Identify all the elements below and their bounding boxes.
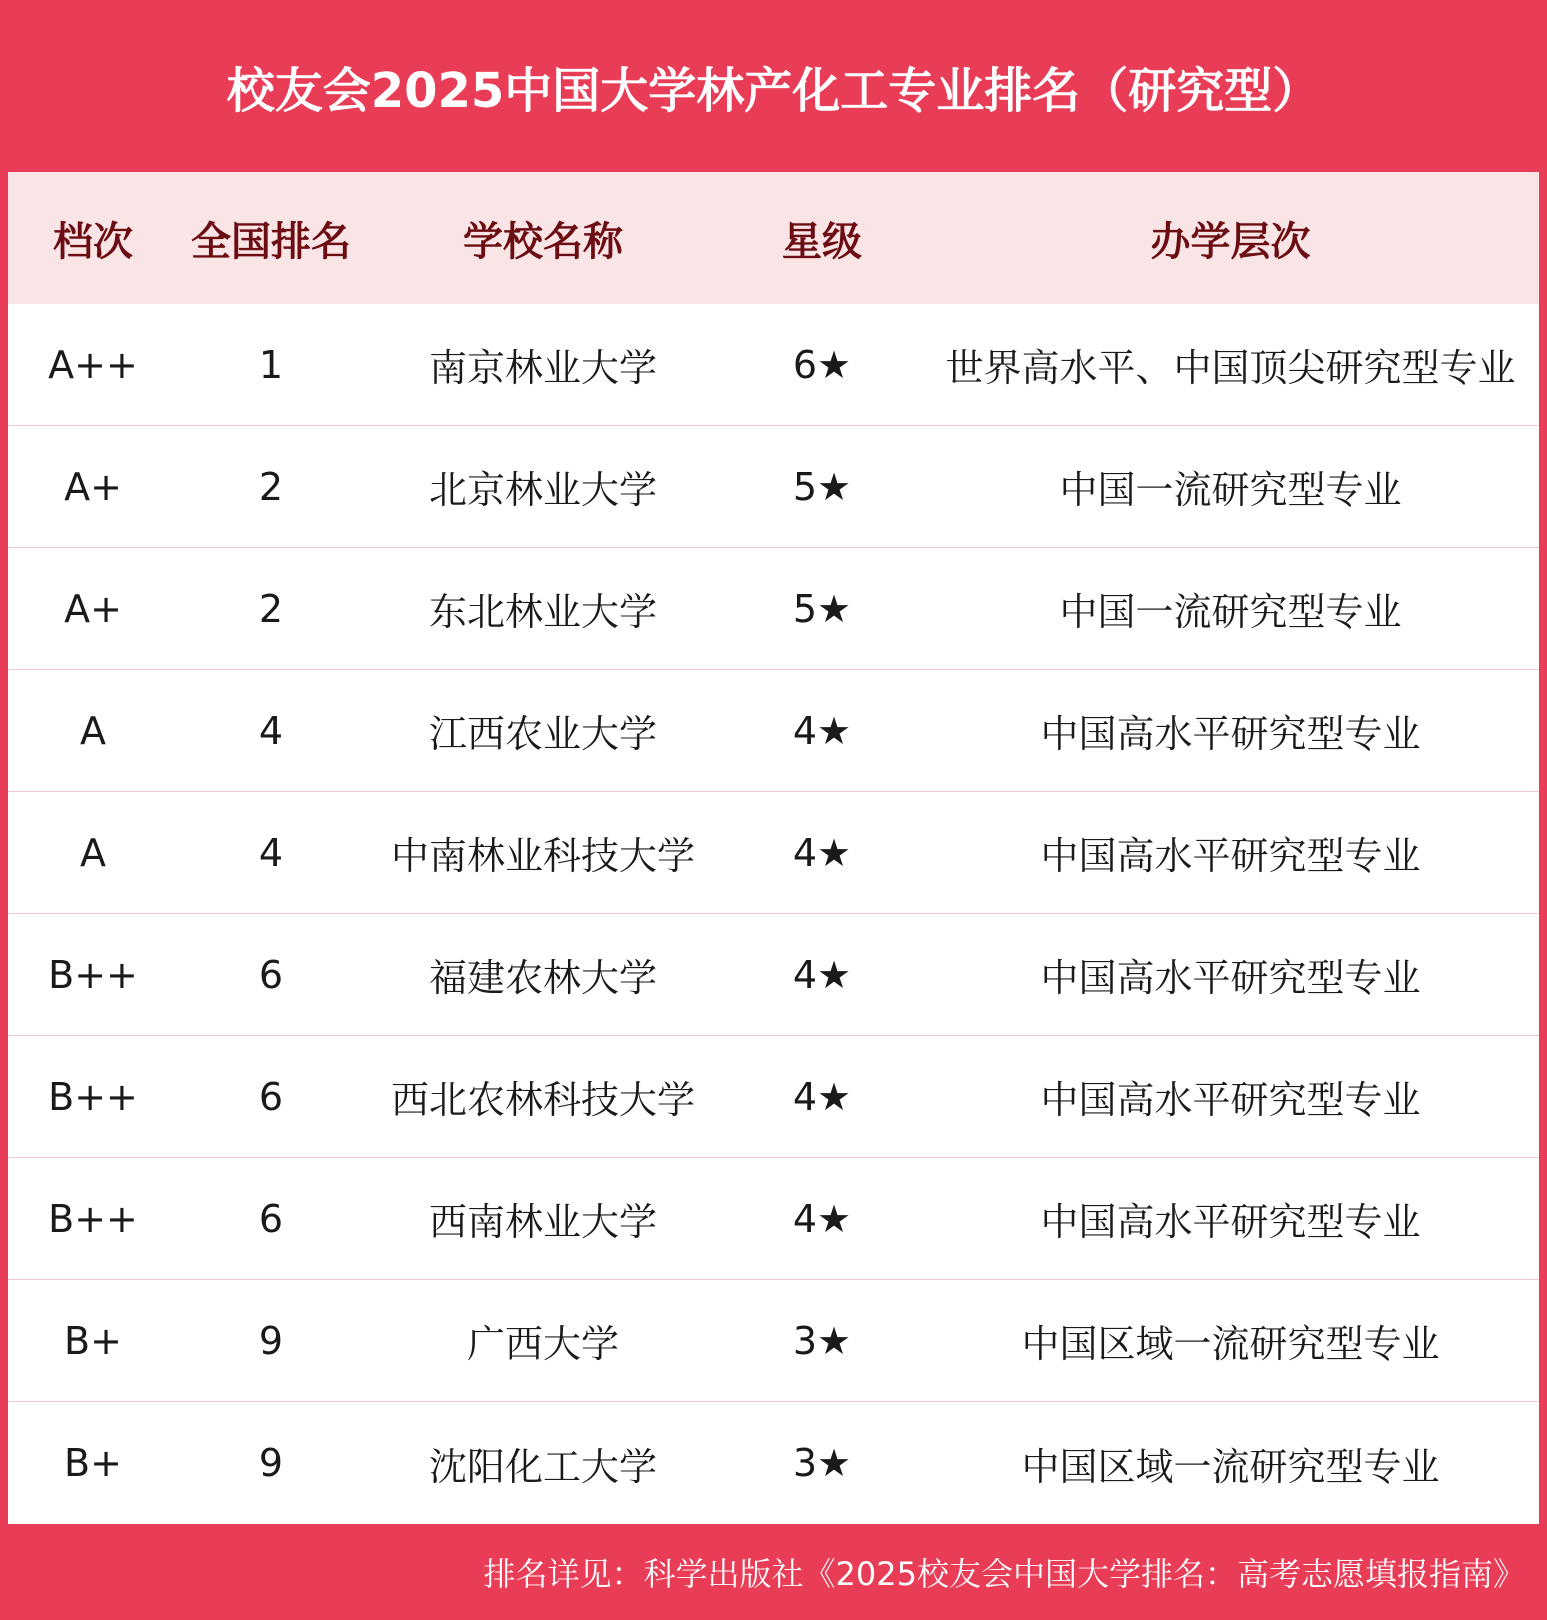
- header-rank: 全国排名: [191, 218, 351, 265]
- cell-school-name: 中南林业科技大学: [390, 834, 695, 878]
- cell-rank: 9: [258, 1441, 284, 1485]
- cell-school-name: 东北林业大学: [428, 590, 657, 634]
- cell-stars: 4★: [792, 1074, 852, 1119]
- cell-stars: 5★: [792, 586, 852, 631]
- cell-school-name: 西南林业大学: [428, 1200, 657, 1244]
- cell-tier: B+: [64, 1318, 122, 1363]
- cell-rank: 4: [258, 830, 284, 875]
- header-school-name: 学校名称: [463, 218, 623, 265]
- cell-rank: 6: [258, 952, 284, 997]
- table-row: [8, 792, 1539, 914]
- header-level: 办学层次: [1150, 218, 1311, 265]
- cell-rank: 2: [258, 464, 284, 509]
- cell-level: 中国高水平研究型专业: [1040, 712, 1421, 756]
- source-note: 排名详见：科学出版社《2025校友会中国大学排名：高考志愿填报指南》: [483, 1555, 1525, 1593]
- table-row: [8, 1280, 1539, 1402]
- cell-tier: A+: [64, 586, 122, 631]
- cell-school-name: 北京林业大学: [428, 468, 657, 512]
- cell-stars: 4★: [792, 1196, 852, 1241]
- cell-stars: 3★: [792, 1441, 852, 1485]
- ranking-table: [8, 172, 1539, 1524]
- cell-tier: B++: [48, 952, 138, 997]
- table-row: [8, 914, 1539, 1036]
- header-stars: 星级: [782, 218, 862, 265]
- table-row: [8, 1158, 1539, 1280]
- cell-school-name: 江西农业大学: [428, 712, 657, 756]
- cell-school-name: 福建农林大学: [428, 956, 657, 1000]
- table-row: [8, 1402, 1539, 1524]
- header-tier: 档次: [53, 218, 133, 265]
- table-row: [8, 426, 1539, 548]
- table-row: [8, 304, 1539, 426]
- cell-level: 世界高水平、中国顶尖研究型专业: [945, 346, 1516, 390]
- cell-tier: B++: [48, 1074, 138, 1119]
- cell-tier: A: [80, 708, 106, 753]
- cell-stars: 4★: [792, 952, 852, 997]
- cell-school-name: 沈阳化工大学: [428, 1444, 657, 1489]
- cell-rank: 6: [258, 1196, 284, 1241]
- cell-level: 中国高水平研究型专业: [1040, 1078, 1421, 1122]
- cell-school-name: 南京林业大学: [428, 346, 657, 390]
- cell-stars: 4★: [792, 830, 852, 875]
- cell-rank: 4: [258, 708, 284, 753]
- cell-tier: A++: [48, 342, 138, 387]
- cell-tier: A: [80, 830, 106, 875]
- table-row: [8, 670, 1539, 792]
- cell-rank: 6: [258, 1074, 284, 1119]
- cell-level: 中国区域一流研究型专业: [1021, 1322, 1440, 1366]
- table-row: [8, 548, 1539, 670]
- cell-level: 中国高水平研究型专业: [1040, 1200, 1421, 1244]
- cell-rank: 2: [258, 586, 284, 631]
- cell-rank: 1: [258, 342, 284, 387]
- cell-school-name: 广西大学: [466, 1322, 619, 1366]
- cell-rank: 9: [258, 1318, 284, 1363]
- cell-stars: 6★: [792, 342, 852, 387]
- cell-tier: B+: [64, 1441, 122, 1485]
- cell-school-name: 西北农林科技大学: [390, 1078, 695, 1122]
- cell-stars: 3★: [792, 1318, 852, 1363]
- cell-stars: 5★: [792, 464, 852, 509]
- cell-tier: A+: [64, 464, 122, 509]
- table-header-row: [8, 172, 1539, 304]
- cell-level: 中国一流研究型专业: [1059, 590, 1402, 634]
- table-row: [8, 1036, 1539, 1158]
- cell-stars: 4★: [792, 708, 852, 753]
- cell-level: 中国区域一流研究型专业: [1021, 1444, 1440, 1489]
- cell-level: 中国高水平研究型专业: [1040, 956, 1421, 1000]
- cell-level: 中国高水平研究型专业: [1040, 834, 1421, 878]
- cell-tier: B++: [48, 1196, 138, 1241]
- cell-level: 中国一流研究型专业: [1059, 468, 1402, 512]
- page-title: 校友会2025中国大学林产化工专业排名（研究型）: [226, 62, 1321, 119]
